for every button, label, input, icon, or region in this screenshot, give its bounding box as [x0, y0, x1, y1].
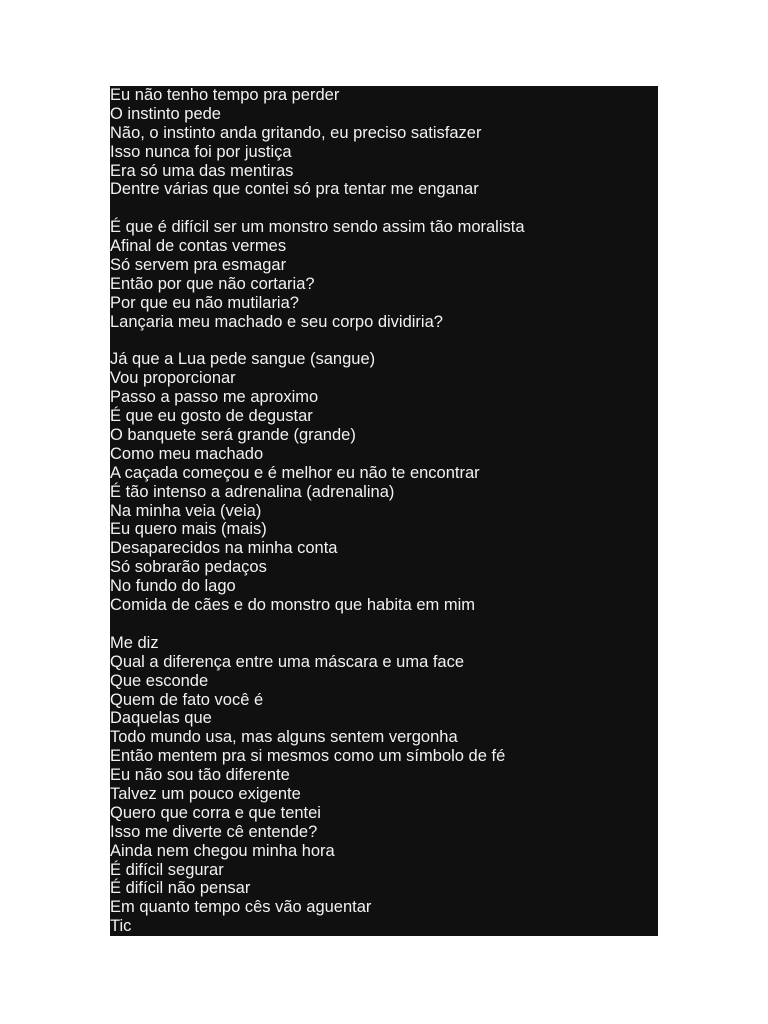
lyric-line: Desaparecidos na minha conta: [110, 539, 338, 558]
lyric-line: Dentre várias que contei só pra tentar me enganar: [110, 180, 479, 199]
lyric-line: Eu quero mais (mais): [110, 520, 267, 539]
lyric-line: Só sobrarão pedaços: [110, 558, 267, 577]
stanza-divider: [110, 615, 658, 634]
lyric-line: Que esconde: [110, 671, 209, 690]
lyric-line: Isso me diverte cê entende?: [110, 822, 318, 841]
lyric-line: Eu não sou tão diferente: [110, 766, 290, 785]
lyric-line: Qual a diferença entre uma máscara e uma face: [110, 652, 465, 671]
lyric-line: Passo a passo me aproximo: [110, 388, 319, 407]
lyric-line: Talvez um pouco exigente: [110, 784, 301, 803]
lyric-line: É que eu gosto de degustar: [110, 407, 313, 426]
stanza-4: [110, 634, 658, 936]
lyric-line: Vou proporcionar: [110, 369, 236, 388]
lyric-line: É que é difícil ser um monstro sendo assim tão moralista: [110, 218, 525, 237]
lyric-line: Isso nunca foi por justiça: [110, 142, 292, 161]
lyric-line: No fundo do lago: [110, 577, 236, 596]
stanza-2: [110, 218, 658, 331]
lyric-line: Quero que corra e que tentei: [110, 803, 321, 822]
stanza-divider: [110, 332, 658, 351]
lyric-line: Todo mundo usa, mas alguns sentem vergonha: [110, 728, 458, 747]
lyric-line: Como meu machado: [110, 444, 264, 463]
lyric-line: Eu não tenho tempo pra perder: [110, 86, 340, 104]
lyric-line: Era só uma das mentiras: [110, 161, 294, 180]
lyric-line: Daquelas que: [110, 709, 212, 728]
lyric-line: Então por que não cortaria?: [110, 274, 315, 293]
lyric-line: Me diz: [110, 633, 159, 652]
lyric-line: É difícil segurar: [110, 860, 224, 879]
lyric-line: Ainda nem chegou minha hora: [110, 841, 335, 860]
stanza-3: [110, 350, 658, 614]
lyric-line: Então mentem pra si mesmos como um símbolo de fé: [110, 747, 506, 766]
lyric-line: Lançaria meu machado e seu corpo dividiria?: [110, 312, 443, 331]
lyric-line: Já que a Lua pede sangue (sangue): [110, 350, 376, 369]
lyric-line: O banquete será grande (grande): [110, 426, 356, 445]
lyric-line: Quem de fato você é: [110, 690, 264, 709]
lyric-line: O instinto pede: [110, 104, 221, 123]
lyric-line: Por que eu não mutilaria?: [110, 293, 299, 312]
lyric-line: Comida de cães e do monstro que habita em mim: [110, 596, 476, 615]
lyric-line: Na minha veia (veia): [110, 501, 262, 520]
lyric-line: É tão intenso a adrenalina (adrenalina): [110, 482, 395, 501]
lyric-line: A caçada começou e é melhor eu não te encontrar: [110, 463, 480, 482]
lyrics-text-block: [110, 86, 658, 936]
lyric-line: É difícil não pensar: [110, 879, 251, 898]
lyric-line: Não, o instinto anda gritando, eu preciso satisfazer: [110, 123, 482, 142]
lyric-line: Só servem pra esmagar: [110, 256, 287, 275]
stanza-divider: [110, 199, 658, 218]
stanza-1: [110, 86, 658, 199]
lyric-line: Em quanto tempo cês vão aguentar: [110, 898, 372, 917]
lyric-line: Tic: [110, 917, 132, 936]
lyric-line: Afinal de contas vermes: [110, 237, 287, 256]
